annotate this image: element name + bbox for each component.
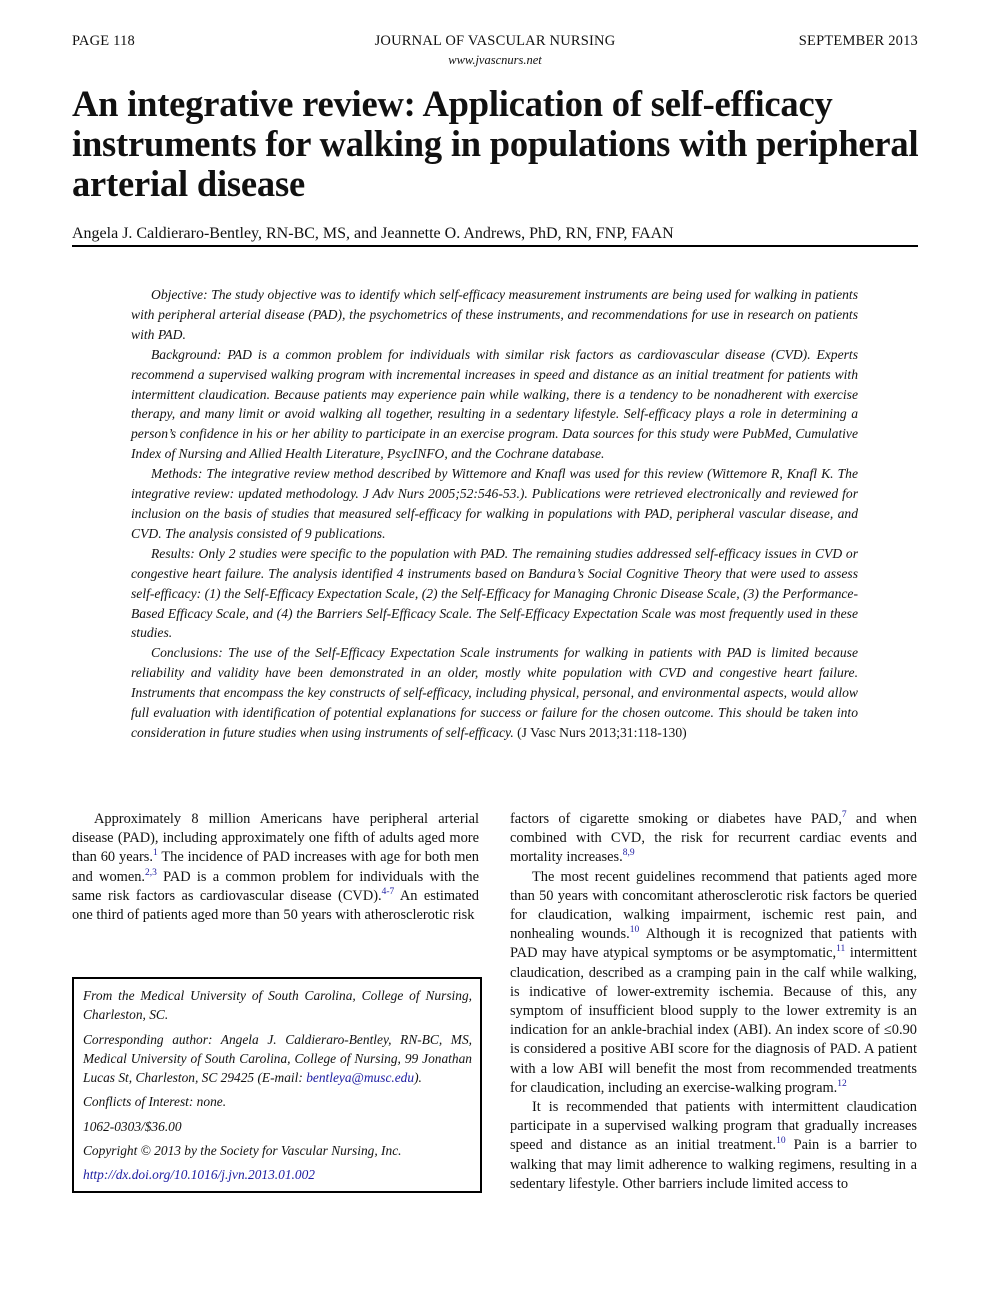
abstract-background: Background: PAD is a common problem for individuals with similar risk factors as cardiovascular disease (CVD). Experts recommend a supervised walking program with incremental increases in speed and distance as an initial treatment for patients with intermittent claudication. Because patients may experience pain while walking, there is a tendency to be nonadherent with exercise therapy, and many limit or avoid walking all together, resulting in a sedentary lifestyle. Self-efficacy plays a role in determining a person’s confidence in his or her ability to participate in an exercise program. Data sources for this study were PubMed, Cumulative Index of Nursing and Allied Health Literature, PsycINFO, and the Cochrane database. bbox=[131, 346, 858, 462]
corresponding-author bbox=[83, 1030, 472, 1088]
body-text: Approximately 8 million Americans have peripheral arterial disease (PAD), including approximately one fifth of adults aged more than 60 years. bbox=[72, 811, 479, 866]
abstract-results: Results: Only 2 studies were specific to the population with PAD. The remaining studies addressed self-efficacy issues in CVD or congestive heart failure. The analysis identified 4 instruments based on Bandura’s Social Cognitive Theory that were used to assess self-efficacy: (1) the Self-Efficacy Expectation Scale, (2) the Self-Efficacy for Managing Chronic Disease Scale, (3) the Performance-Based Efficacy Scale, and (4) the Barriers Self-Efficacy Scale. The Self-Efficacy Expectation Scale was most frequently used in these studies. bbox=[131, 545, 858, 641]
body-text: The incidence of PAD increases with age for both men and women. bbox=[72, 849, 479, 885]
reference-link[interactable]: 10 bbox=[776, 1136, 786, 1147]
article-title: An integrative review: Application of self-efficacy instruments for walking in populations with peripheral arterial disease bbox=[72, 83, 919, 204]
body-text: The most recent guidelines recommend that patients aged more than 50 years with concomitant atherosclerotic risk factors be queried for claudication, walking impairment, ischemic rest pain, and nonhealing wounds. bbox=[510, 868, 917, 943]
body-column-left bbox=[72, 810, 479, 925]
title-divider bbox=[72, 245, 918, 247]
affiliation: From the Medical University of South Carolina, College of Nursing, Charleston, SC. bbox=[83, 988, 472, 1023]
copyright: Copyright © 2013 by the Society for Vascular Nursing, Inc. bbox=[83, 1143, 402, 1159]
reference-link[interactable]: 8,9 bbox=[622, 848, 635, 859]
page-number: PAGE 118 bbox=[72, 33, 135, 49]
body-text: Although it is recognized that patients with PAD may have atypical symptoms or be asymptomatic, bbox=[510, 926, 917, 962]
body-paragraph bbox=[72, 810, 479, 925]
body-paragraph bbox=[510, 810, 917, 868]
reference-link[interactable]: 11 bbox=[836, 944, 846, 955]
reference-link[interactable]: 10 bbox=[629, 925, 640, 936]
conflicts-of-interest: Conflicts of Interest: none. bbox=[83, 1094, 227, 1110]
abstract bbox=[131, 285, 858, 743]
abstract-citation: (J Vasc Nurs 2013;31:118-130) bbox=[517, 724, 687, 740]
article-authors: Angela J. Caldieraro-Bentley, RN-BC, MS, and Jeannette O. Andrews, PhD, RN, FNP, FAAN bbox=[72, 225, 674, 242]
body-column-right bbox=[510, 810, 917, 1194]
abstract-conclusions-text: Conclusions: The use of the Self-Efficacy Expectation Scale instruments for walking in patients with PAD is limited because reliability and validity have been demonstrated in an older, mostly white population with CVD and congestive heart failure. Instruments that encompass the key constructs of self-efficacy, including physical, personal, and environmental aspects, would allow full evaluation with identification of potential explanations for success or failure for the chosen outcome. This should be taken into consideration in future studies when using instruments of self-efficacy. bbox=[131, 645, 858, 740]
body-text: intermittent claudication, described as a cramping pain in the calf while walking, is indicative of lower-extremity ischemia. Because of this, any symptom of insufficient blood supply to the lower extremity is an indication for an ankle-brachial index (ABI). An index score of ≤0.90 is considered a positive ABI score for the diagnosis of PAD. A patient with a low ABI will benefit the most from recommended treatments for claudication, including an exercise-walking program. bbox=[510, 945, 917, 1096]
body-text: An estimated one third of patients aged more than 50 years with atherosclerotic risk bbox=[72, 887, 480, 924]
reference-link[interactable]: 1 bbox=[152, 848, 158, 859]
corresponding-text: Corresponding author: Angela J. Caldieraro-Bentley, RN-BC, MS, Medical University of South Carolina, College of Nursing, 99 Jonathan Lucas St, Charleston, SC 29425 (E-mail: bbox=[83, 1031, 472, 1086]
corresponding-end: ). bbox=[414, 1070, 422, 1086]
email-link[interactable]: bentleya@musc.edu bbox=[306, 1070, 415, 1086]
body-text: and when combined with CVD, the risk for recurrent cardiac events and mortality increases. bbox=[510, 811, 917, 866]
abstract-objective: Objective: The study objective was to identify which self-efficacy measurement instruments are being used for walking in patients with peripheral arterial disease (PAD), the psychometrics of these instruments, and recommendations for use in research on patients with PAD. bbox=[131, 287, 858, 342]
issue-date: SEPTEMBER 2013 bbox=[798, 33, 918, 49]
doi-link[interactable]: http://dx.doi.org/10.1016/j.jvn.2013.01.002 bbox=[83, 1167, 315, 1183]
journal-name: JOURNAL OF VASCULAR NURSING bbox=[374, 33, 616, 49]
reference-link[interactable]: 12 bbox=[837, 1079, 847, 1090]
body-text: It is recommended that patients with intermittent claudication participate in a supervised walking program that gradually increases speed and distance as an initial treatment. bbox=[510, 1099, 917, 1154]
body-text: Pain is a barrier to walking that may limit adherence to walking regimens, resulting in a sedentary lifestyle. Other barriers include limited access to bbox=[510, 1137, 917, 1192]
reference-link[interactable]: 2,3 bbox=[145, 867, 157, 878]
body-text: PAD is a common problem for individuals with the same risk factors as cardiovascular disease (CVD). bbox=[72, 868, 479, 904]
abstract-methods: Methods: The integrative review method described by Wittemore and Knafl was used for this review (Wittemore R, Knafl K. The integrative review: updated methodology. J Adv Nurs 2005;52:546-53.). Publications were retrieved electronically and reviewed for inclusion on the basis of studies that measured self-efficacy for walking in populations with PAD, peripheral vascular disease, and CVD. The analysis consisted of 9 publications. bbox=[131, 466, 858, 541]
reference-link[interactable]: 4-7 bbox=[381, 887, 395, 898]
reference-link[interactable]: 7 bbox=[841, 810, 847, 821]
body-text: factors of cigarette smoking or diabetes have PAD, bbox=[510, 811, 842, 827]
body-paragraph bbox=[510, 868, 917, 1098]
article-code: 1062-0303/$36.00 bbox=[83, 1118, 182, 1134]
abstract-conclusions bbox=[131, 643, 858, 743]
author-info-box bbox=[72, 977, 482, 1193]
journal-url[interactable]: www.jvascnurs.net bbox=[448, 53, 542, 67]
body-paragraph bbox=[510, 1098, 917, 1194]
